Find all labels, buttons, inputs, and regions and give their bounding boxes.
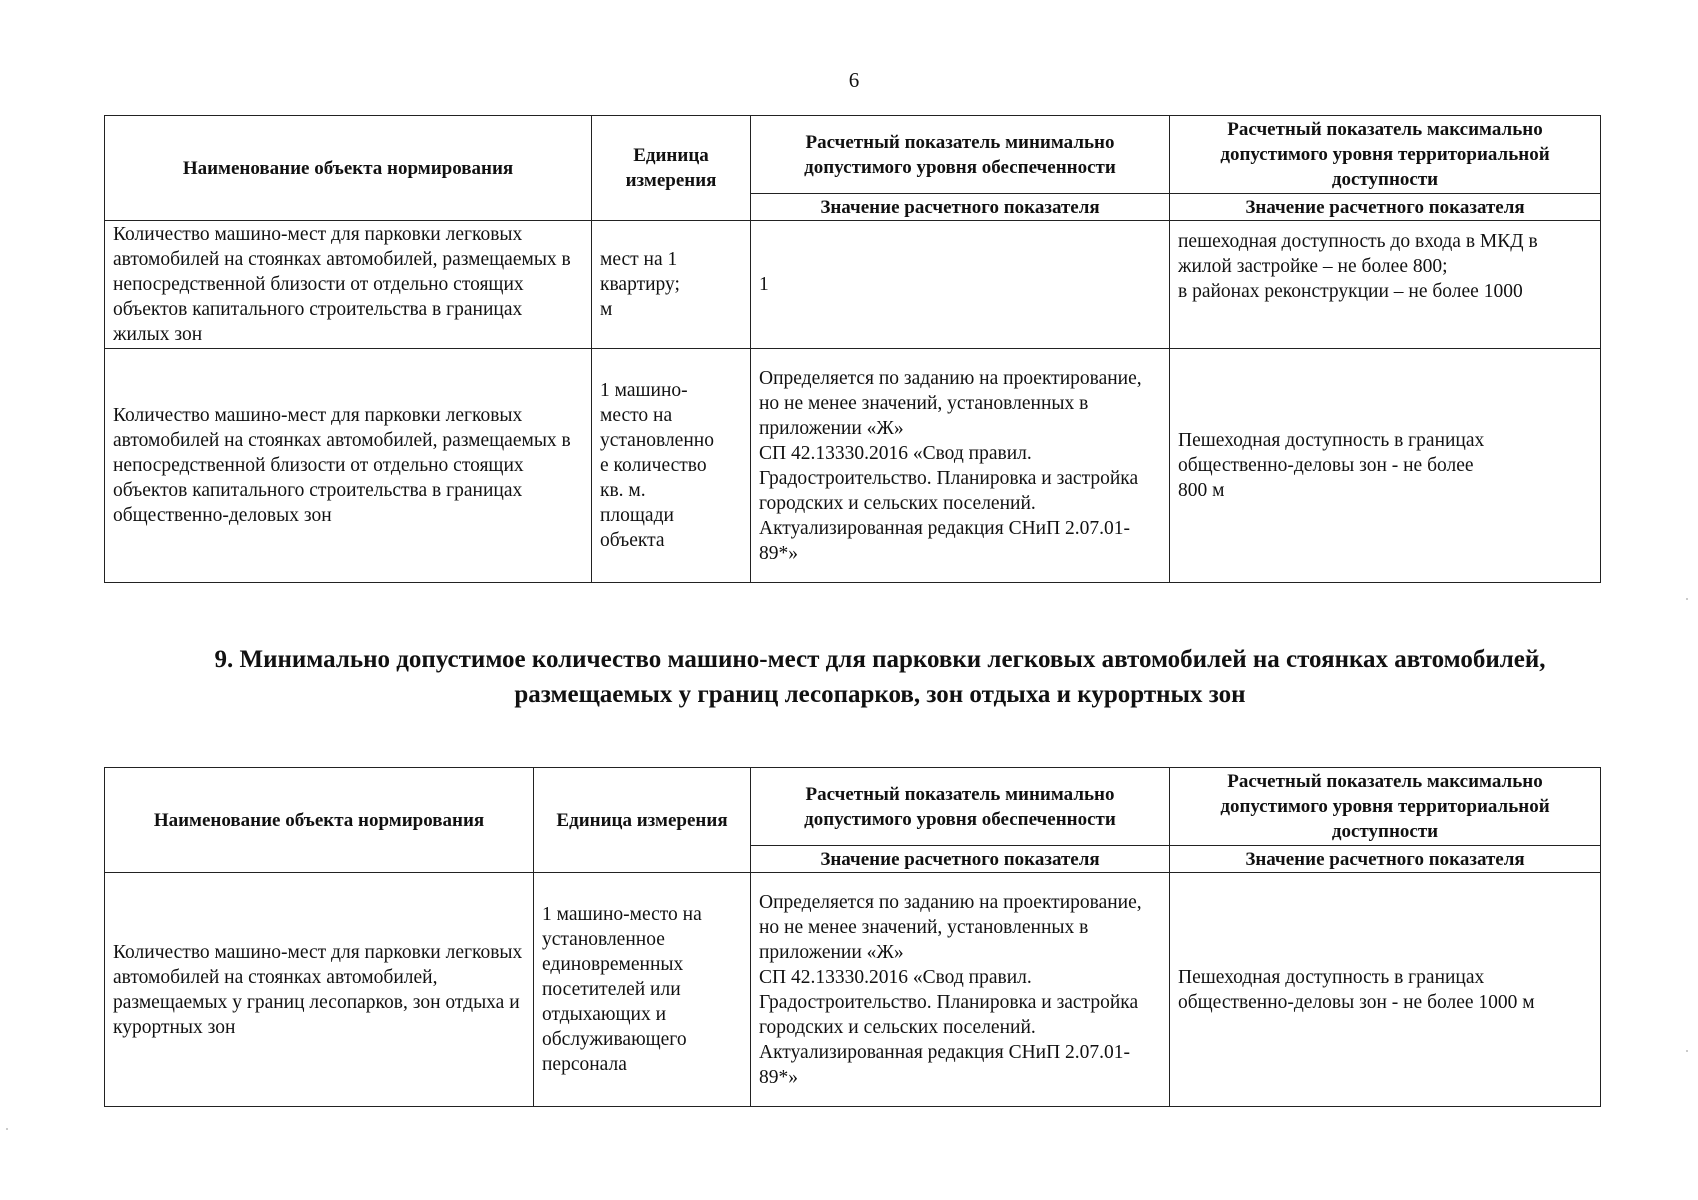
row-unit: мест на 1 квартиру; м (592, 221, 751, 349)
row-object-name: Количество машино-мест для парковки легковых автомобилей на стоянках автомобилей, размещаемых в непосредственной близости от отдельно стоящих объектов капитального строительства в границах жилых зон (105, 221, 592, 349)
header-min-value: Значение расчетного показателя (751, 194, 1170, 221)
row-min-value: Определяется по заданию на проектирование, но не менее значений, установленных в приложении «Ж» СП 42.13330.2016 «Свод правил. Градостроительство. Планировка и застройка городских и сельских поселений. Актуализированная редакция СНиП 2.07.01-89*» (751, 349, 1170, 583)
row-max-value: пешеходная доступность до входа в МКД в жилой застройке – не более 800; в районах реконструкции – не более 1000 (1170, 221, 1601, 349)
row-object-name: Количество машино-мест для парковки легковых автомобилей на стоянках автомобилей, размещаемых в непосредственной близости от отдельно стоящих объектов капитального строительства в границах общественно-деловых зон (105, 349, 592, 583)
table-row (105, 221, 1601, 349)
scan-speck (1686, 598, 1688, 600)
row-unit: 1 машино-место на установленное единовременных посетителей или отдыхающих и обслуживающего персонала (534, 873, 751, 1107)
row-unit: 1 машино- место на установленно е количество кв. м. площади объекта (592, 349, 751, 583)
header-unit: Единица измерения (592, 116, 751, 221)
norms-table-2 (104, 767, 1601, 1107)
header-min-level: Расчетный показатель минимально допустимого уровня обеспеченности (751, 116, 1170, 194)
norms-table-1 (104, 115, 1601, 583)
header-object-name: Наименование объекта нормирования (105, 768, 534, 873)
table-row (105, 873, 1601, 1107)
row-min-value: Определяется по заданию на проектирование, но не менее значений, установленных в приложении «Ж» СП 42.13330.2016 «Свод правил. Градостроительство. Планировка и застройка городских и сельских поселений. Актуализированная редакция СНиП 2.07.01-89*» (751, 873, 1170, 1107)
header-min-level: Расчетный показатель минимально допустимого уровня обеспеченности (751, 768, 1170, 846)
scan-speck (6, 1128, 8, 1130)
header-max-value: Значение расчетного показателя (1170, 846, 1601, 873)
header-max-value: Значение расчетного показателя (1170, 194, 1601, 221)
header-max-access: Расчетный показатель максимально допустимого уровня территориальной доступности (1170, 116, 1601, 194)
table-row (105, 349, 1601, 583)
header-min-value: Значение расчетного показателя (751, 846, 1170, 873)
page-number: 6 (848, 68, 860, 92)
header-max-access: Расчетный показатель максимально допустимого уровня территориальной доступности (1170, 768, 1601, 846)
scan-speck (1686, 1050, 1688, 1052)
row-max-value: Пешеходная доступность в границах общественно-деловы зон - не более 800 м (1170, 349, 1601, 583)
header-unit: Единица измерения (534, 768, 751, 873)
row-object-name: Количество машино-мест для парковки легковых автомобилей на стоянках автомобилей, размещаемых у границ лесопарков, зон отдыха и курортных зон (105, 873, 534, 1107)
row-min-value: 1 (751, 221, 1170, 349)
header-object-name: Наименование объекта нормирования (105, 116, 592, 221)
section-title: 9. Минимально допустимое количество машино-мест для парковки легковых автомобилей на стоянках автомобилей, размещаемых у границ лесопарков, зон отдыха и курортных зон (214, 646, 1546, 708)
row-max-value: Пешеходная доступность в границах общественно-деловы зон - не более 1000 м (1170, 873, 1601, 1107)
